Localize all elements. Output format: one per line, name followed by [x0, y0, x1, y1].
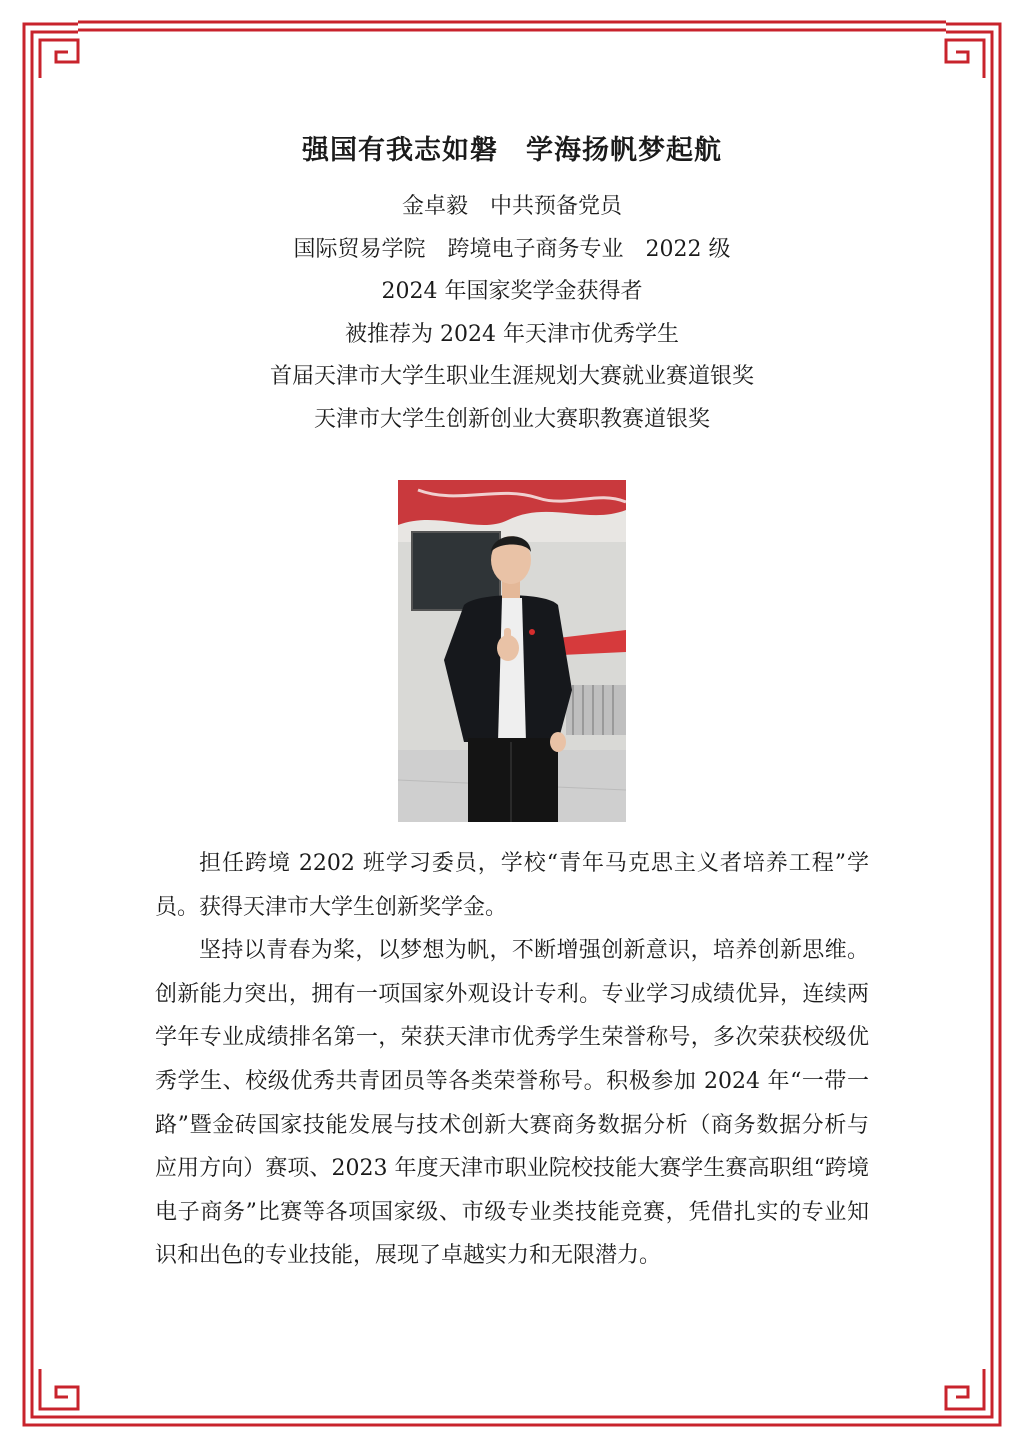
corner-fret-top-left [24, 24, 78, 78]
page-title: 强国有我志如磐 学海扬帆梦起航 [302, 135, 722, 166]
paragraph: 担任跨境 2202 班学习委员，学校“青年马克思主义者培养工程”学员。获得天津市大学生创新奖学金。 [155, 851, 869, 920]
college-line: 国际贸易学院 跨境电子商务专业 2022 级 [293, 236, 731, 262]
paragraph: 坚持以青春为桨，以梦想为帆，不断增强创新意识，培养创新思维。创新能力突出，拥有一项国家外观设计专利。专业学习成绩优异，连续两学年专业成绩排名第一，荣获天津市优秀学生荣誉称号，多次荣获校级优秀学生、校级优秀共青团员等各类荣誉称号。积极参加 2024 年“一带一路”暨金砖国家技能发展与技术创新大赛商务数据分析（商务数据分析与应用方向）赛项、2023 年度天津市职业院校技能大赛学生赛高职组“跨境电子商务”比赛等各项国家级、市级专业类技能竞赛，凭借扎实的专业知识和出色的专业技能，展现了卓越实力和无限潜力。 [155, 938, 869, 1269]
biography [155, 842, 869, 1278]
profile-block [0, 186, 1024, 441]
corner-fret-bottom-right [946, 1369, 1000, 1425]
award-line: 首届天津市大学生职业生涯规划大赛就业赛道银奖 [269, 364, 754, 389]
award-line: 2024 年国家奖学金获得者 [381, 279, 643, 304]
corner-fret-bottom-left [24, 1369, 78, 1425]
name-line: 金卓毅 中共预备党员 [401, 194, 622, 219]
student-photo [398, 480, 626, 822]
award-line: 被推荐为 2024 年天津市优秀学生 [345, 321, 679, 347]
award-line: 天津市大学生创新创业大赛职教赛道银奖 [313, 406, 710, 432]
corner-fret-top-right [946, 24, 1000, 78]
